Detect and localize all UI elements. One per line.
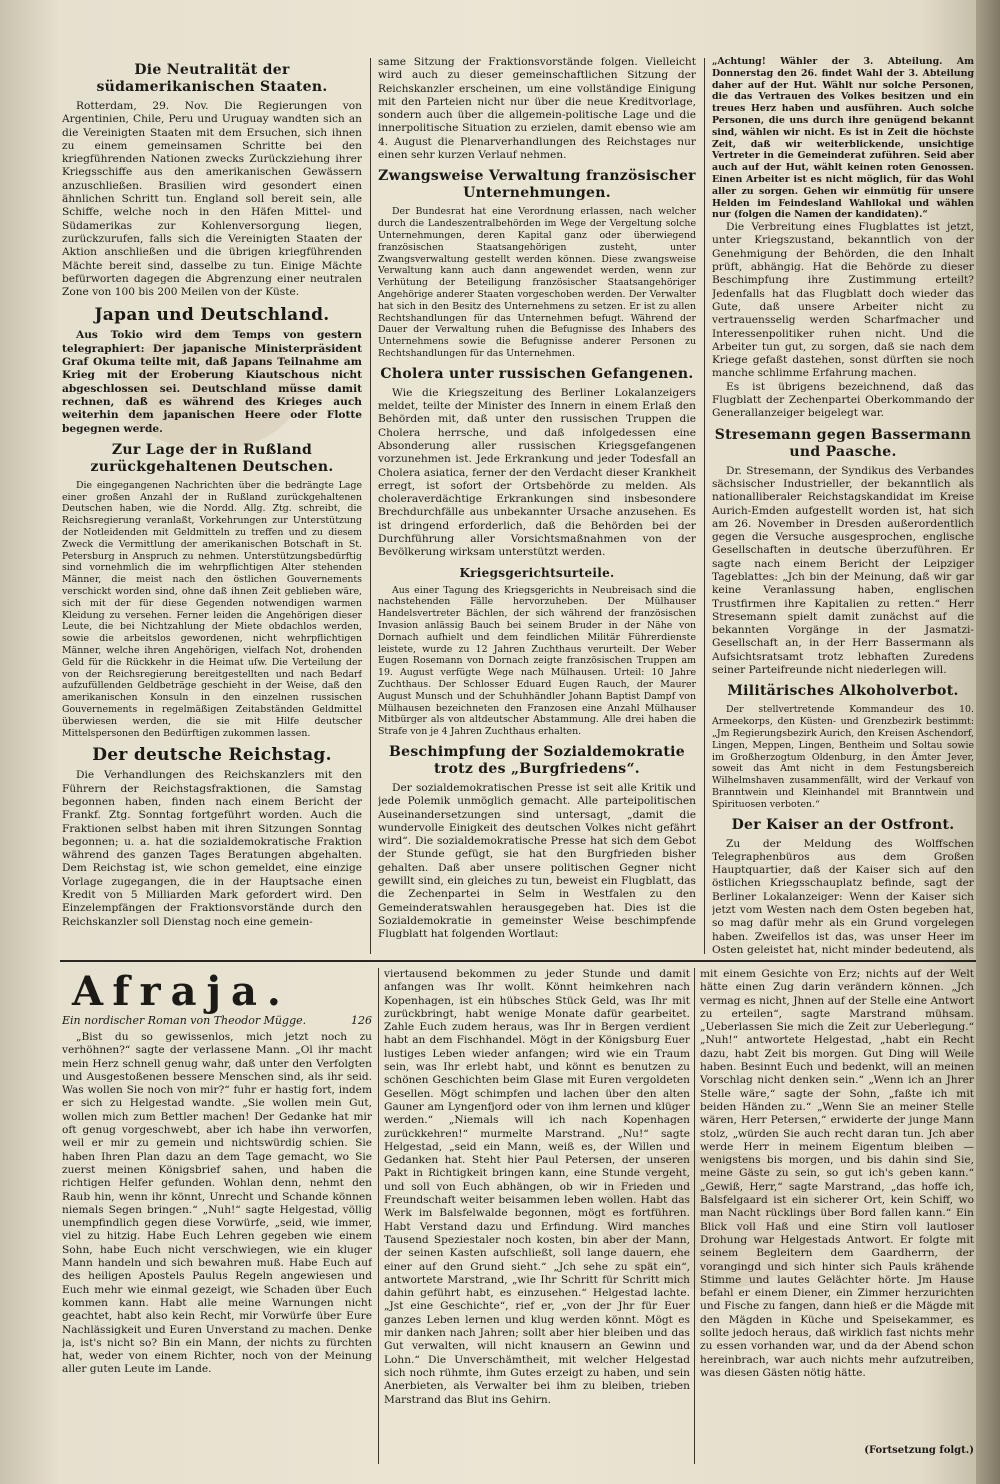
article-leaflet-end: Es ist übrigens bezeichnend, daß das Flugblatt der Zechenpartei Oberkommando der Generallanzeiger beigelegt war. xyxy=(712,380,974,420)
article-neutrality: Rotterdam, 29. Nov. Die Regierungen von Argentinien, Chile, Peru und Uruguay wandten sich an die Vereinigten Staaten mit dem Ersuchen, sich ihnen zu einem gemeinsamen Schritte bei den kriegführenden Nationen zwecks Zurückziehung ihrer Kriegsschiffe aus den amerikanischen Gewässern anzuschließen. Brasilien wird gesondert einen ähnlichen Schritt tun. England soll bereit sein, alle Schiffe, welche noch in den Häfen Mittel- und Südamerikas zur Kohlenversorgung liegen, zurückzurufen, falls sich die Vereinigten Staaten der Aktion anschließen und die übrigen kriegführenden Mächte bereit sind, dasselbe zu tun. Einige Mächte befürworten dagegen die Abgrenzung einer neutralen Zone von 100 bis 200 Meilen von der Küste. xyxy=(62,100,362,299)
novel-subtitle-row xyxy=(62,1014,372,1027)
page-edge xyxy=(976,0,1000,1484)
column-rule xyxy=(694,968,695,1464)
novel-text-1: „Bist du so gewissenlos, mich jetzt noch zu verhöhnen?“ sagte der verlassene Mann. „Ol ihr macht mein Herz schnell genug wahr, daß unter den Verfolgten und Ausgestoßenen bessere Menschen sind, als ihr seid. Was wollen Sie noch von mir?“ fuhr er hastig fort, indem er sich zu Helgestad wandte. „Sie wollen mein Gut, wollen mich zum Bettler machen! Der Gedanke hat mir oft genug vorgeschwebt, aber ich habe ihn verworfen, weil er mir zu gemein und nichtswürdig schien. Sie haben Ihren Plan dazu an dem Tage gemacht, wo Sie zuerst meinen Königsbrief sahen, und haben die richtigen Helfer gefunden. Wohlan denn, nehmt den Raub hin, wenn ihr könnt, Unrecht und Schande können niemals Segen bringen.“ „Nuh!“ sagte Helgestad, völlig unempfindlich gegen diese Vorwürfe, „seid, wie immer, viel zu hitzig. Habe Euch Lehren gegeben wie einem Sohn, habe Euch nicht verschwiegen, wie ein kluger Mann handeln und sich bewahren muß. Habe Euch auf des heiligen Apostels Paulus Regeln angewiesen und Euch mehr wie einmal gezeigt, wie Schaden über Euch kommen kann. Habt alle meine Warnungen nicht geachtet, habt also kein Recht, mir Vorwürfe über Eure Nachlässigkeit und Euren Unverstand zu machen. Denke ja, ist's nicht so? Bin ein Mann, der nichts zu fürchten hat, weder von einem Richter, noch von der Meinung aller guten Leute im Lande. xyxy=(62,1031,372,1376)
headline-japan: Japan und Deutschland. xyxy=(94,305,330,326)
article-stresemann: Dr. Stresemann, der Syndikus des Verbandes sächsischer Industrieller, der bekanntlich als nationalliberaler Reichstagskandidat im Kreise Aurich-Emden aufgestellt worden ist, hat sich am 26. November in Dresden außerordentlich gegen die Versuche ausgesprochen, englische Gesellschaften in deutsche überzuführen. Er sagte nach einem Bericht der Leipziger Tageblattes: „Jch bin der Meinung, daß wir gar keine Veranlassung haben, englischen Trustfirmen ihre Kapitalien zu retten.“ Herr Stresemann spielt damit zunächst auf die bekannten Vorgänge in der Jasmatzi-Gesellschaft an, in der Herr Bassermann als Aufsichtsratsamt trotz lebhaften Zuredens seiner Parteifreunde nicht niederlegen will. xyxy=(712,464,974,677)
novel-continued-note: (Fortsetzung folgt.) xyxy=(864,1445,974,1456)
headline-alcohol-ban: Militärisches Alkoholverbot. xyxy=(727,683,959,700)
article-russia-germans: Die eingegangenen Nachrichten über die bedrängte Lage einer großen Anzahl der in Rußland zurückgehaltenen Deutschen haben, wie die Nordd. Allg. Ztg. schreibt, die Reichsregierung veranlaßt, Vorkehrungen zur Unterstützung der Notleidenden mit Geldmitteln zu treffen und zu diesem Zweck die Vermittlung der amerikanischen Botschaft in St. Petersburg in Anspruch zu nehmen. Unterstützungsbedürftig sind vornehmlich die im wehrpflichtigen Alter stehenden Männer, die meist nach den östlichen Gouvernements verschickt worden sind, ohne daß ihnen Zeit geblieben wäre, sich mit der für diese Gegenden notwendigen warmen Kleidung zu versehen. Ferner leiden die Angehörigen dieser Leute, die bei Nichtzahlung der Miete obdachlos werden, sowie die arbeitslos gewordenen, nicht wehrpflichtigen Männer, welche ihren Angehörigen, vielfach Not, drohenden Geld für die Rückkehr in die Heimat uſw. Die Verteilung der von der Reichsregierung bereitgestellten und nach Bedarf aufzufüllenden Geldbeträge geschieht in der Weise, daß den amerikanischen Konsuln in den einzelnen russischen Gouvernements in regelmäßigen Zeitabständen Geldmittel überwiesen werden, die sie mit Hilfe deutscher Mittelspersonen den Bedürftigen zukommen lassen. xyxy=(62,479,362,739)
article-kaiser-east: Zu der Meldung des Wolffschen Telegraphenbüros aus dem Großen Hauptquartier, daß der Kaiser sich auf den östlichen Kriegsschauplatz befinde, sagt der Berliner Lokalanzeiger: Wenn der Kaiser sich jetzt vom Westen nach dem Osten begeben hat, so mag dafür mehr als ein Grund vorgelegen haben. Zweifellos ist das, was unser Heer im Osten geleistet hat, nicht minder bedeutend, als xyxy=(712,837,974,956)
leaflet-quote: „Achtung! Wähler der 3. Abteilung. Am Donnerstag den 26. findet Wahl der 3. Abteilung daher auf der Hut. Wählt nur solche Personen, die das Vertrauen des Volkes besitzen und ein treues Herz haben und ausführen. Auch solche Personen, die uns durch ihre genügend bekannt sind, wählen wir nicht. Es ist in Zeit die höchste Zeit, daß wir weiterblickende, unsichtige Vertreter in die Gemeinderat zuführen. Seid aber auch auf der Hut, wählt keinen roten Genossen. Einen Arbeiter ist es nicht möglich, für das Wohl aller zu sorgen. Gehen wir einmütig für unsere Helden im Feindesland Wahllokal und wählen nur (folgen die Namen der kandidaten).“ xyxy=(712,56,974,221)
headline-kaiser-east: Der Kaiser an der Ostfront. xyxy=(731,816,955,833)
feuilleton-rule xyxy=(60,960,976,962)
novel-title: Afraja. xyxy=(72,968,291,1015)
novel-text-2: viertausend bekommen zu jeder Stunde und damit anfangen was Ihr wollt. Könnt heimkehren nach Kopenhagen, ist ein hübsches Stück Geld, was Ihr mit zurückbringt, habt wenige Monate dafür gearbeitet. Zahle Euch zudem heraus, was Ihr in Bergen verdient habt an dem Fischhandel. Mögt in der Königsburg Euer lustiges Leben wieder anfangen; wird wie ein Traum sein, was Ihr erlebt habt, und könnt es benutzen zu schönen Geschichten beim Glase mit Euren vergoldeten Gesellen. Mögt schimpfen und lachen über den alten Gauner am Lyngenfjord oder von ihm lernen und klüger werden.“ „Niemals will ich nach Kopenhagen zurückkehren!“ murmelte Marstrand. „Nu!“ sagte Helgestad, „seid ein Mann, weiß es, der Willen und Gedanken hat. Steht hier Paul Petersen, der unseren Pakt in Richtigkeit bringen kann, eine Stunde vergeht, und soll von Euch abhängen, ob wir in Frieden und Freundschaft weiter beisammen leben wollen. Habt das Werk im Balsfelwalde begonnen, mögt es fortführen. Habt Verstand dazu und Erfindung. Wird manches Tausend Speziestaler noch kosten, bin aber der Mann, der seinen Kasten aufschließt, soll lange dauern, ehe einer auf den Grund sieht.“ „Jch sehe zu spät ein“, antwortete Marstrand, „wie Ihr Schritt für Schritt mich dahin geführt habt, es einzusehen.“ Helgestad lachte. „Jst eine Geschichte“, rief er, „von der Jhr für Euer ganzes Leben lernen und klug werden könnt. Mögt es mir danken nach Jahren; sollt aber hier bleiben und das Gut verwalten, will nicht knausern an Gewinn und Lohn.“ Die Unverschämtheit, mit welcher Helgestad sich noch rühmte, ihm Gutes erzeigt zu haben, und sein Anerbieten, als Verwalter bei ihm zu bleiben, trieben Marstrand das Blut ins Gehirn. xyxy=(384,968,690,1406)
article-japan: Aus Tokio wird dem Temps von gestern telegraphiert: Der japanische Ministerpräsident Graf Okuma teilte mit, daß Japans Teilnahme am Krieg mit der Eroberung Kiautschous nicht abgeschlossen sei. Deutschland müsse damit rechnen, daß es während des Krieges auch weiterhin dem japanischen Heere oder Flotte begegnen werde. xyxy=(62,329,362,435)
headline-stresemann: Stresemann gegen Bassermann und Paasche. xyxy=(714,426,972,460)
novel-column-3 xyxy=(700,968,974,1464)
column-2 xyxy=(378,56,696,956)
headline-neutrality: Die Neutralität der südamerikanischen Staaten. xyxy=(96,62,328,95)
headline-reichstag: Der deutsche Reichstag. xyxy=(92,745,332,766)
column-rule xyxy=(378,968,379,1464)
column-1 xyxy=(62,56,362,956)
article-alcohol-ban: Der stellvertretende Kommandeur des 10. Armeekorps, den Küsten- und Grenzbezirk bestimmt: „Jm Regierungsbezirk Aurich, den Kreisen Aschendorf, Lingen, Meppen, Lingen, Bentheim und Soltau sowie im Großherzogtum Oldenburg, in den Ämter Jever, soweit das Amt nicht in dem Festungsbereich Wilhelmshaven zusammenfällt, wird der Verkauf von Branntwein und Kleinhandel mit Branntwein und Spirituosen verboten.“ xyxy=(712,704,974,810)
article-reichstag: Die Verhandlungen des Reichskanzlers mit den Führern der Reichstagsfraktionen, die Samstag begonnen haben, finden nach einem Bericht der Frankf. Ztg. Sonntag fortgeführt worden. Auch die Fraktionen selbst haben mit ihren Sitzungen Sonntag begonnen; u. a. hat die sozialdemokratische Fraktion während des ganzen Tages Beratungen abgehalten. Dem Reichstag ist, wie schon gemeldet, eine einzige Vorlage zugegangen, die in der Hauptsache einen Kredit von 5 Milliarden Mark gefordert wird. Den Einzelempfängen der Fraktionsvorstände durch den Reichskanzler soll Dienstag noch eine gemein- xyxy=(62,769,362,928)
novel-column-1 xyxy=(62,966,372,1466)
headline-french-enterprises: Zwangsweise Verwaltung französischer Unternehmungen. xyxy=(378,168,696,202)
novel-footer-box xyxy=(700,1444,974,1464)
article-french-enterprises: Der Bundesrat hat eine Verordnung erlassen, nach welcher durch die Landeszentralbehörden im Wege der Vergeltung solche Unternehmungen, deren Kapital ganz oder überwiegend französischen Staatsangehörigen zusteht, unter Zwangsverwaltung gestellt werden können. Diese zwangsweise Verwaltung kann auch dann angewendet werden, wenn zur Verhütung der Beteiligung französischer Staatsangehöriger Angehörige anderer Staaten vorgeschoben werden. Der Verwalter hat sich in den Besitz des Unternehmens zu setzen. Er ist zu allen Rechtshandlungen für das Unternehmen befugt. Während der Dauer der Verwaltung ruhen die Befugnisse des Inhabers des Unternehmens sowie die Befugnisse anderer Personen zu Rechtshandlungen für das Unternehmen. xyxy=(378,206,696,359)
novel-installment-number: 126 xyxy=(351,1014,372,1027)
headline-court-martial: Kriegsgerichtsurteile. xyxy=(459,565,615,580)
article-social-democracy: Der sozialdemokratischen Presse ist seit alle Kritik und jede Polemik unmöglich gemacht. Alle parteipolitischen Auseinandersetzungen sind untersagt, „damit die wundervolle Einigkeit des deutschen Volkes nicht gefährt wird“. Die sozialdemokratische Presse hat sich dem Gebot der Stunde gefügt, sie hat den Burgfrieden bisher gehalten. Daß aber unsere politischen Gegner nicht gewillt sind, ein gleiches zu tun, beweist ein Flugblatt, das die Zechenpartei in Selm in Westfalen zu den Gemeinderatswahlen herausgegeben hat. Dies ist die Sozialdemokratie in gemeinster Weise beschimpfende Flugblatt hat folgenden Wortlaut: xyxy=(378,781,696,941)
novel-column-2 xyxy=(384,968,690,1464)
article-reichstag-continued: same Sitzung der Fraktionsvorstände folgen. Vielleicht wird auch zu dieser gemeinschaftlichen Sitzung der Reichskanzler erscheinen, um eine vollständige Einigung mit den Parteien nicht nur über die neue Kreditvorlage, sondern auch über die allgemein-politische Lage und die innerpolitische Situation zu erzielen, damit ebenso wie am 4. August die Plenarverhandlungen des Reichstages nur einen sehr kurzen Verlauf nehmen. xyxy=(378,56,696,162)
column-rule xyxy=(370,58,371,954)
novel-text-3: mit einem Gesichte von Erz; nichts auf der Welt hätte einen Zug darin verändern können. „Jch vermag es nicht, Jhnen auf der Stelle eine Antwort zu erteilen“, sagte Marstrand mühsam. „Ueberlassen Sie mich die Zeit zur Ueberlegung.“ „Nuh!“ antwortete Helgestad, „habt ein Recht dazu, habt Zeit bis morgen. Gut Ding will Weile haben. Besinnt Euch und bedenkt, will an meinen Vorschlag nicht denken sein.“ „Wenn ich an Jhrer Stelle wäre,“ sagte der Sohn, „faßte ich mit beiden Händen zu.“ „Wenn Sie an meiner Stelle wären, Herr Petersen,“ erwiderte der junge Mann stolz, „würden Sie auch recht daran tun. Jch aber werde Herr in meinem Eigentum bleiben — wenigstens bis morgen, und bis dahin sind Sie, meine Gäste zu sein, so gut ich's geben kann.“ „Gewiß, Herr,“ sagte Marstrand, „das hoffe ich, Balsfelgaard ist ein sicherer Ort, kein Schiff, wo man Nacht rücklings über Bord fallen kann.“ Ein Blick voll Haß und eine Stirn voll lautloser Drohung war Helgestads Antwort. Er folgte mit seinem Begleitern dem Gaardherrn, der vorangingd und sich hinter sich Pauls krähende Stimme und lautes Gelächter hörte. Jm Hause befahl er einem Diener, ein Zimmer herzurichten und Fische zu fangen, dann hieß er die Mägde mit den Mägden in Küche und Speisekammer, es sollte jedoch heraus, daß wirklich fast nichts mehr zu essen vorhanden war, und da der Abend schon hereinbrach, war auch nichts mehr aufzutreiben, was diesen Gästen nötig hätte. xyxy=(700,968,974,1379)
headline-russia-germans: Zur Lage der in Rußland zurückgehaltenen Deutschen. xyxy=(90,441,334,475)
headline-cholera: Cholera unter russischen Gefangenen. xyxy=(380,365,694,382)
novel-subtitle: Ein nordischer Roman von Theodor Mügge. xyxy=(62,1014,307,1027)
headline-social-democracy: Beschimpfung der Sozialdemokratie trotz des „Burgfriedens“. xyxy=(389,743,685,777)
column-3 xyxy=(712,56,974,956)
column-rule xyxy=(704,58,705,954)
article-cholera: Wie die Kriegszeitung des Berliner Lokalanzeigers meldet, teilte der Minister des Innern in einem Erlaß den Behörden mit, daß unter den russischen Truppen die Cholera herrsche, und daß infolgedessen eine Absonderung aller russischen Kriegsgefangenen vorzunehmen ist. Jede Erkrankung und jeder Todesfall an Cholera asiatica, ferner der den Verdacht dieser Krankheit erregt, ist sofort der Ortsbehörde zu melden. Als choleraverdächtige Erkrankungen sind insbesondere Brechdurchfälle aus unbekannter Ursache anzusehen. Es ist dringend erforderlich, daß die Behörden bei der Durchführung aller Vorsichtsmaßnahmen von der Bevölkerung wirksam unterstützt werden. xyxy=(378,386,696,559)
article-court-martial: Aus einer Tagung des Kriegsgerichts in Neubreisach sind die nachstehenden Fälle hervorzuheben. Der Mülhauser Handelsvertreter Bächlen, der sich während der französischen Invasion anlässig Bauch bei seinem Bruder in der Nähe von Dornach aufhielt und dem feindlichen Militär Führerdienste leistete, wurde zu 12 Jahren Zuchthaus verurteilt. Der Weber Eugen Rosemann von Dornach zeigte französischen Truppen am 19. August verfügte Wege nach Mülhausen. Urteil: 10 Jahre Zuchthaus. Der Schlosser Eduard Eugen Rauch, der Maurer August Munsch und der Schuhhändler Johann Baptist Dampf von Mülhausen bezeichneten den Franzosen eine Anzahl Mülhauser Mitbürger als von altdeutscher Abstammung. Alle drei haben die Strafe von je 4 Jahren Zuchthaus erhalten. xyxy=(378,584,696,738)
article-leaflet: Die Verbreitung eines Flugblattes ist jetzt, unter Kriegszustand, bekanntlich von der Genehmigung der Behörden, die den Inhalt prüft, abhängig. Hat die Behörde zu dieser Beschimpfung ihre Zustimmung erteilt? Jedenfalls hat das Flugblatt doch wieder das Gute, daß unsere Arbeiter nicht zu vertrauensselig werden Scharfmacher und Interessenpolitiker ruhen nicht. Und die Arbeiter tun gut, zu sorgen, daß sie nach dem Kriege gefaßt dastehen, sonst dürften sie noch manche schlimme Erfahrung machen. xyxy=(712,221,974,380)
